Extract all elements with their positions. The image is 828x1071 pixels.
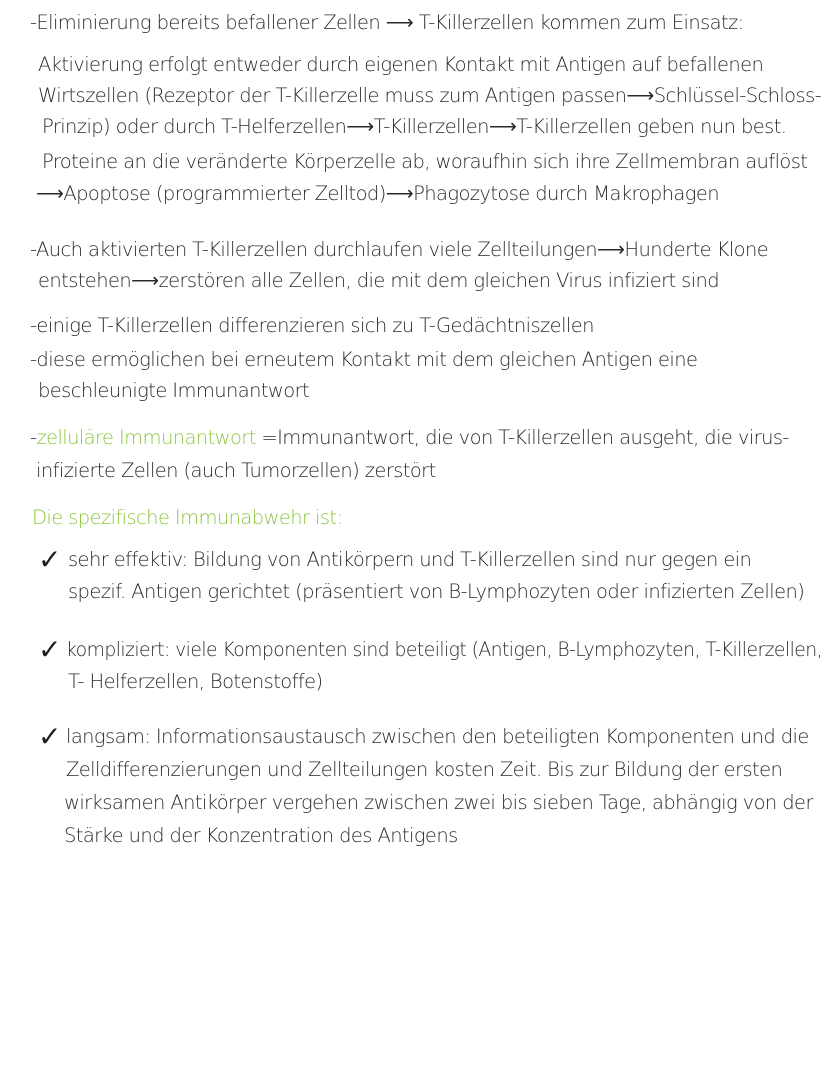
- text-line: Wirtszellen (Rezeptor der T-Killerzelle muss zum Antigen passen⟶Schlüssel-Schloss-: [38, 84, 822, 107]
- list-item-text: kompliziert: viele Komponenten sind beteiligt (Antigen, B-Lymphozyten, T-Killerzellen,: [66, 638, 822, 661]
- list-item-text: T- Helferzellen, Botenstoffe): [68, 670, 323, 693]
- text-line: -Auch aktivierten T-Killerzellen durchlaufen viele Zellteilungen⟶Hunderte Klone: [30, 238, 769, 261]
- text-line: beschleunigte Immunantwort: [38, 379, 310, 402]
- definition-dash: -: [30, 426, 37, 449]
- section-heading: Die spezifische Immunabwehr ist:: [32, 506, 343, 529]
- text-line: -einige T-Killerzellen differenzieren sich zu T-Gedächtniszellen: [30, 314, 594, 337]
- term-cellular-immune-response: zelluläre Immunantwort: [36, 426, 256, 449]
- list-item-text: langsam: Informationsaustausch zwischen den beteiligten Komponenten und die: [66, 725, 809, 748]
- list-item-text: sehr effektiv: Bildung von Antikörpern und T-Killerzellen sind nur gegen ein: [68, 548, 752, 571]
- list-item-text: spezif. Antigen gerichtet (präsentiert von B-Lymphozyten oder infizierten Zellen): [68, 580, 805, 603]
- definition-line: [30, 428, 789, 448]
- text-line: Aktivierung erfolgt entweder durch eigenen Kontakt mit Antigen auf befallenen: [38, 53, 764, 76]
- list-item-text: Zelldifferenzierungen und Zellteilungen kosten Zeit. Bis zur Bildung der ersten: [66, 758, 783, 781]
- definition-text: =Immunantwort, die von T-Killerzellen ausgeht, die virus-: [261, 426, 789, 449]
- checkmark-icon: ✓: [38, 633, 62, 666]
- list-item-text: wirksamen Antikörper vergehen zwischen zwei bis sieben Tage, abhängig von der: [64, 791, 813, 814]
- text-line: entstehen⟶zerstören alle Zellen, die mit dem gleichen Virus infiziert sind: [38, 269, 720, 292]
- text-line: -diese ermöglichen bei erneutem Kontakt mit dem gleichen Antigen eine: [30, 348, 698, 371]
- text-line: Prinzip) oder durch T-Helferzellen⟶T-Killerzellen⟶T-Killerzellen geben nun best.: [42, 115, 787, 138]
- text-line: Proteine an die veränderte Körperzelle ab, woraufhin sich ihre Zellmembran auflöst: [42, 150, 808, 173]
- checkmark-icon: ✓: [38, 720, 62, 753]
- checkmark-icon: ✓: [38, 543, 62, 576]
- text-line: ⟶Apoptose (programmierter Zelltod)⟶Phagozytose durch Makrophagen: [36, 182, 720, 205]
- list-item-text: Stärke und der Konzentration des Antigens: [64, 824, 458, 847]
- text-line: infizierte Zellen (auch Tumorzellen) zerstört: [36, 459, 436, 482]
- text-line: -Eliminierung bereits befallener Zellen ⟶ T-Killerzellen kommen zum Einsatz:: [30, 11, 744, 34]
